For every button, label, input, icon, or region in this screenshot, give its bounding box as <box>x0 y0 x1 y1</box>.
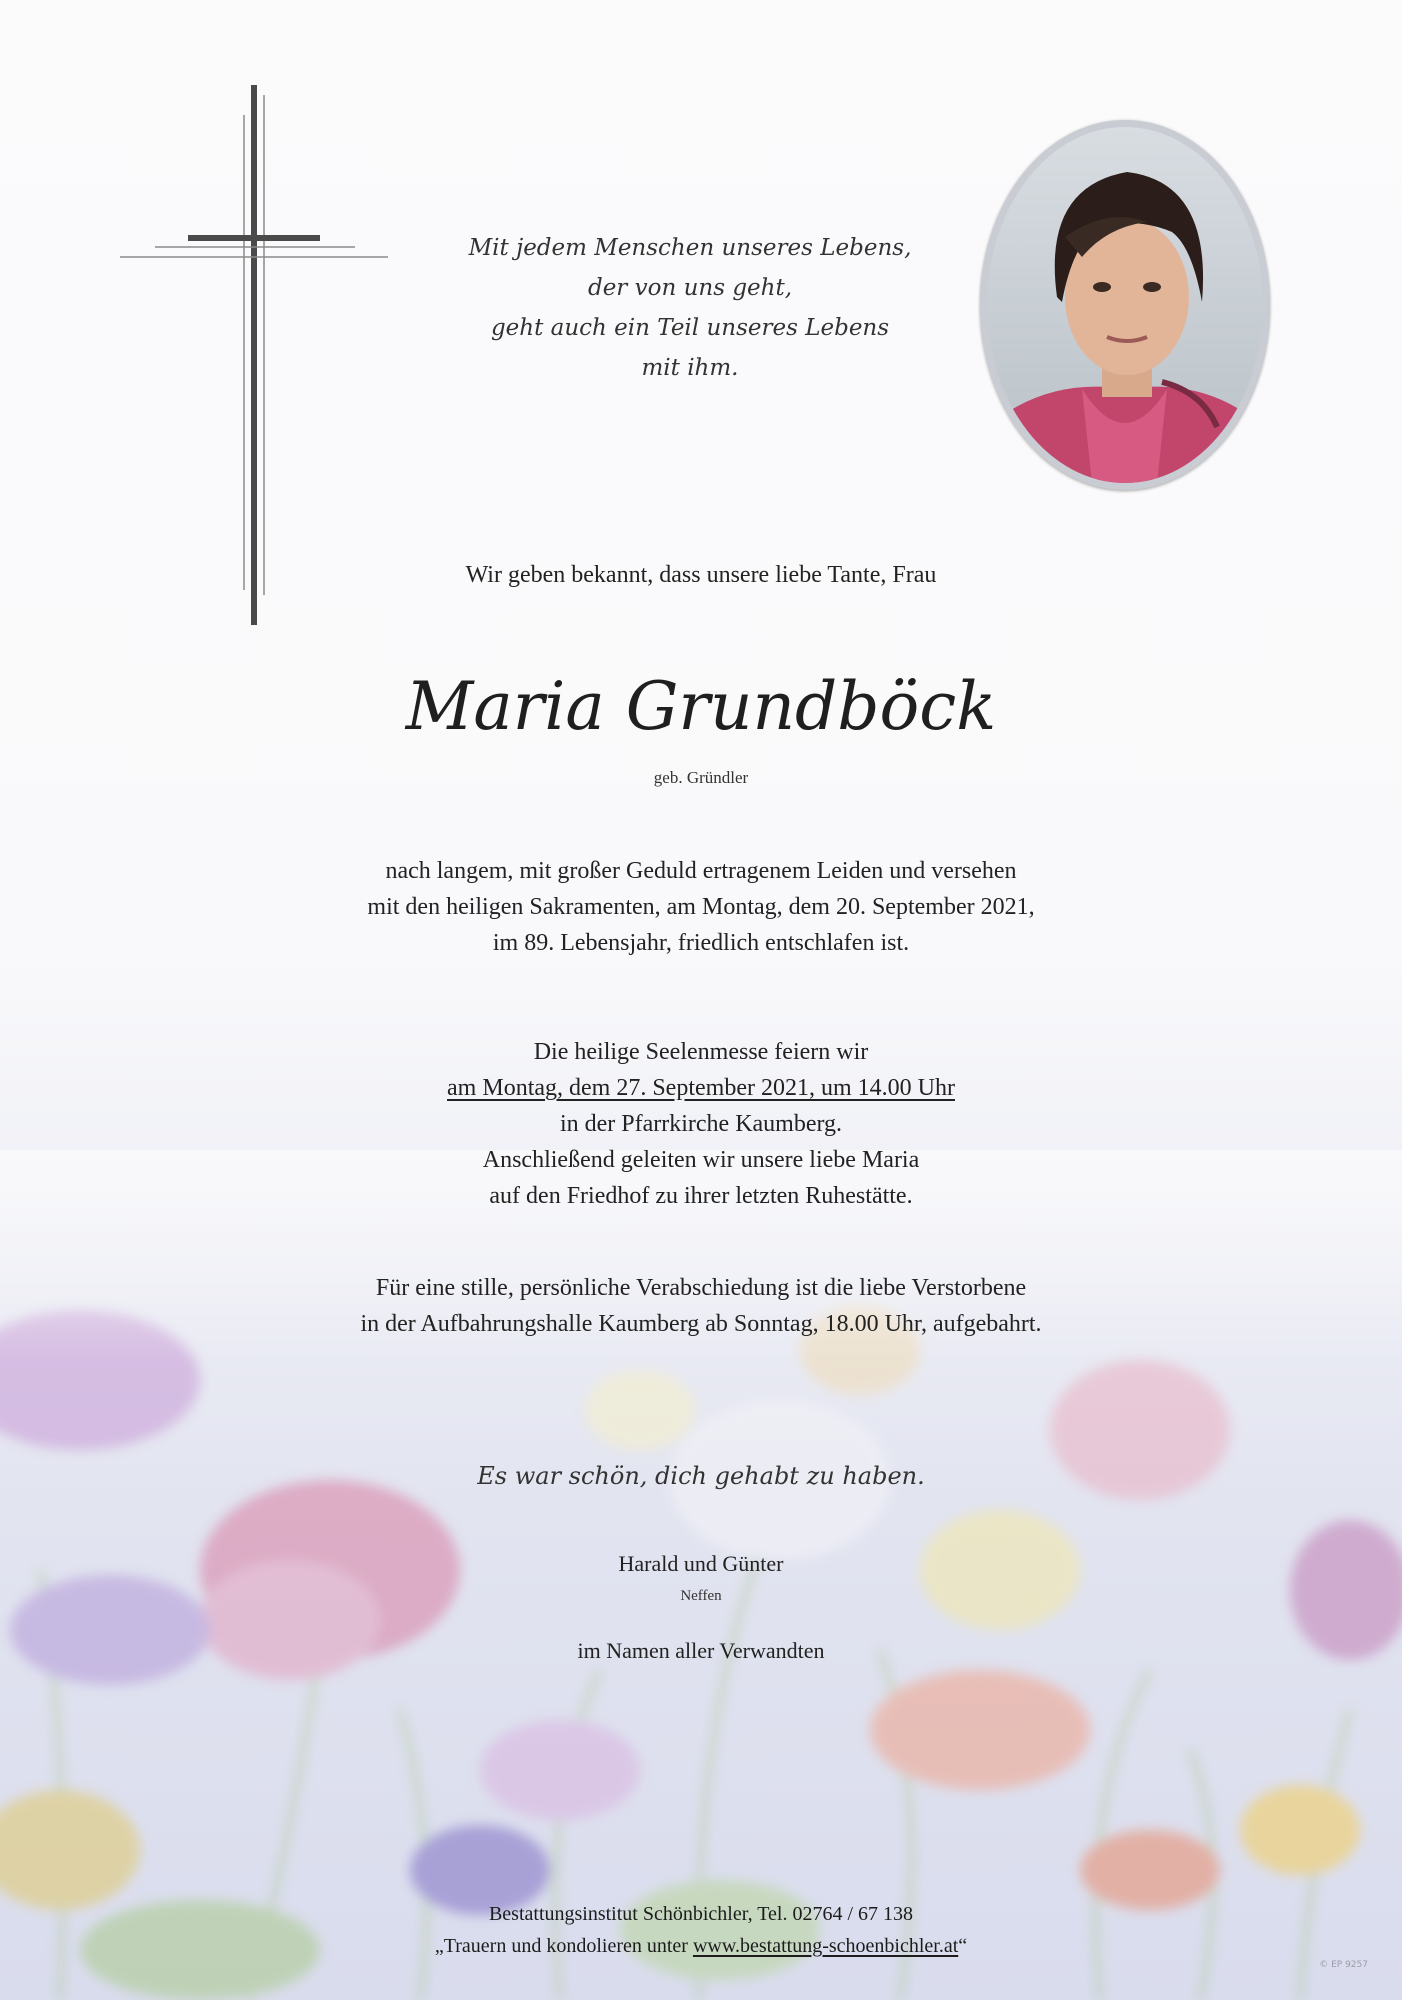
closing-phrase: Es war schön, dich gehabt zu haben. <box>477 1462 925 1490</box>
announcement-line: nach langem, mit großer Geduld ertragenem Leiden und versehen <box>385 858 1017 884</box>
funeral-mass-info <box>0 1034 1402 1214</box>
undertaker-info: Bestattungsinstitut Schönbichler, Tel. 02764 / 67 138 <box>488 1903 914 1925</box>
portrait-illustration <box>987 127 1263 483</box>
mass-line: in der Pfarrkirche Kaumberg. <box>559 1111 843 1137</box>
mass-line: Anschließend geleiten wir unsere liebe Maria <box>482 1147 920 1173</box>
viewing-line: in der Aufbahrungshalle Kaumberg ab Sonntag, 18.00 Uhr, aufgebahrt. <box>360 1311 1042 1337</box>
mourner-names: Harald und Günter <box>618 1551 784 1576</box>
copyright-mark: © EP 9257 <box>1319 1960 1368 1970</box>
announcement-line: im 89. Lebensjahr, friedlich entschlafen ist. <box>492 930 910 956</box>
condolence-prefix: „Trauern und kondolieren unter <box>434 1935 693 1957</box>
death-announcement <box>0 853 1402 961</box>
verse-line: geht auch ein Teil unseres Lebens <box>490 315 890 341</box>
website-link[interactable]: www.bestattung-schoenbichler.at <box>692 1935 959 1957</box>
memorial-verse <box>450 228 930 388</box>
condolence-suffix: “ <box>958 1935 968 1957</box>
cross-icon <box>120 85 390 625</box>
mass-line: auf den Friedhof zu ihrer letzten Ruhestätte. <box>489 1183 913 1209</box>
viewing-info <box>0 1270 1402 1342</box>
portrait-frame <box>980 120 1270 490</box>
mourner-relation: Neffen <box>680 1588 722 1604</box>
verse-line: mit ihm. <box>641 355 739 381</box>
viewing-line: Für eine stille, persönliche Verabschiedung ist die liebe Verstorbene <box>375 1275 1027 1301</box>
verse-line: Mit jedem Menschen unseres Lebens, <box>468 235 912 261</box>
birth-name: geb. Gründler <box>653 768 749 787</box>
mass-line: Die heilige Seelenmesse feiern wir <box>533 1039 869 1065</box>
condolence-line <box>0 1930 1402 1962</box>
mourner-family: im Namen aller Verwandten <box>577 1638 825 1663</box>
footer <box>0 1898 1402 1962</box>
portrait-photo <box>987 127 1263 483</box>
announcement-line: mit den heiligen Sakramenten, am Montag, dem 20. September 2021, <box>367 894 1035 920</box>
mass-date: am Montag, dem 27. September 2021, um 14.00 Uhr <box>447 1075 955 1101</box>
verse-line: der von uns geht, <box>587 275 793 301</box>
deceased-name: Maria Grundböck <box>405 668 997 745</box>
intro-text: Wir geben bekannt, dass unsere liebe Tante, Frau <box>465 562 937 588</box>
